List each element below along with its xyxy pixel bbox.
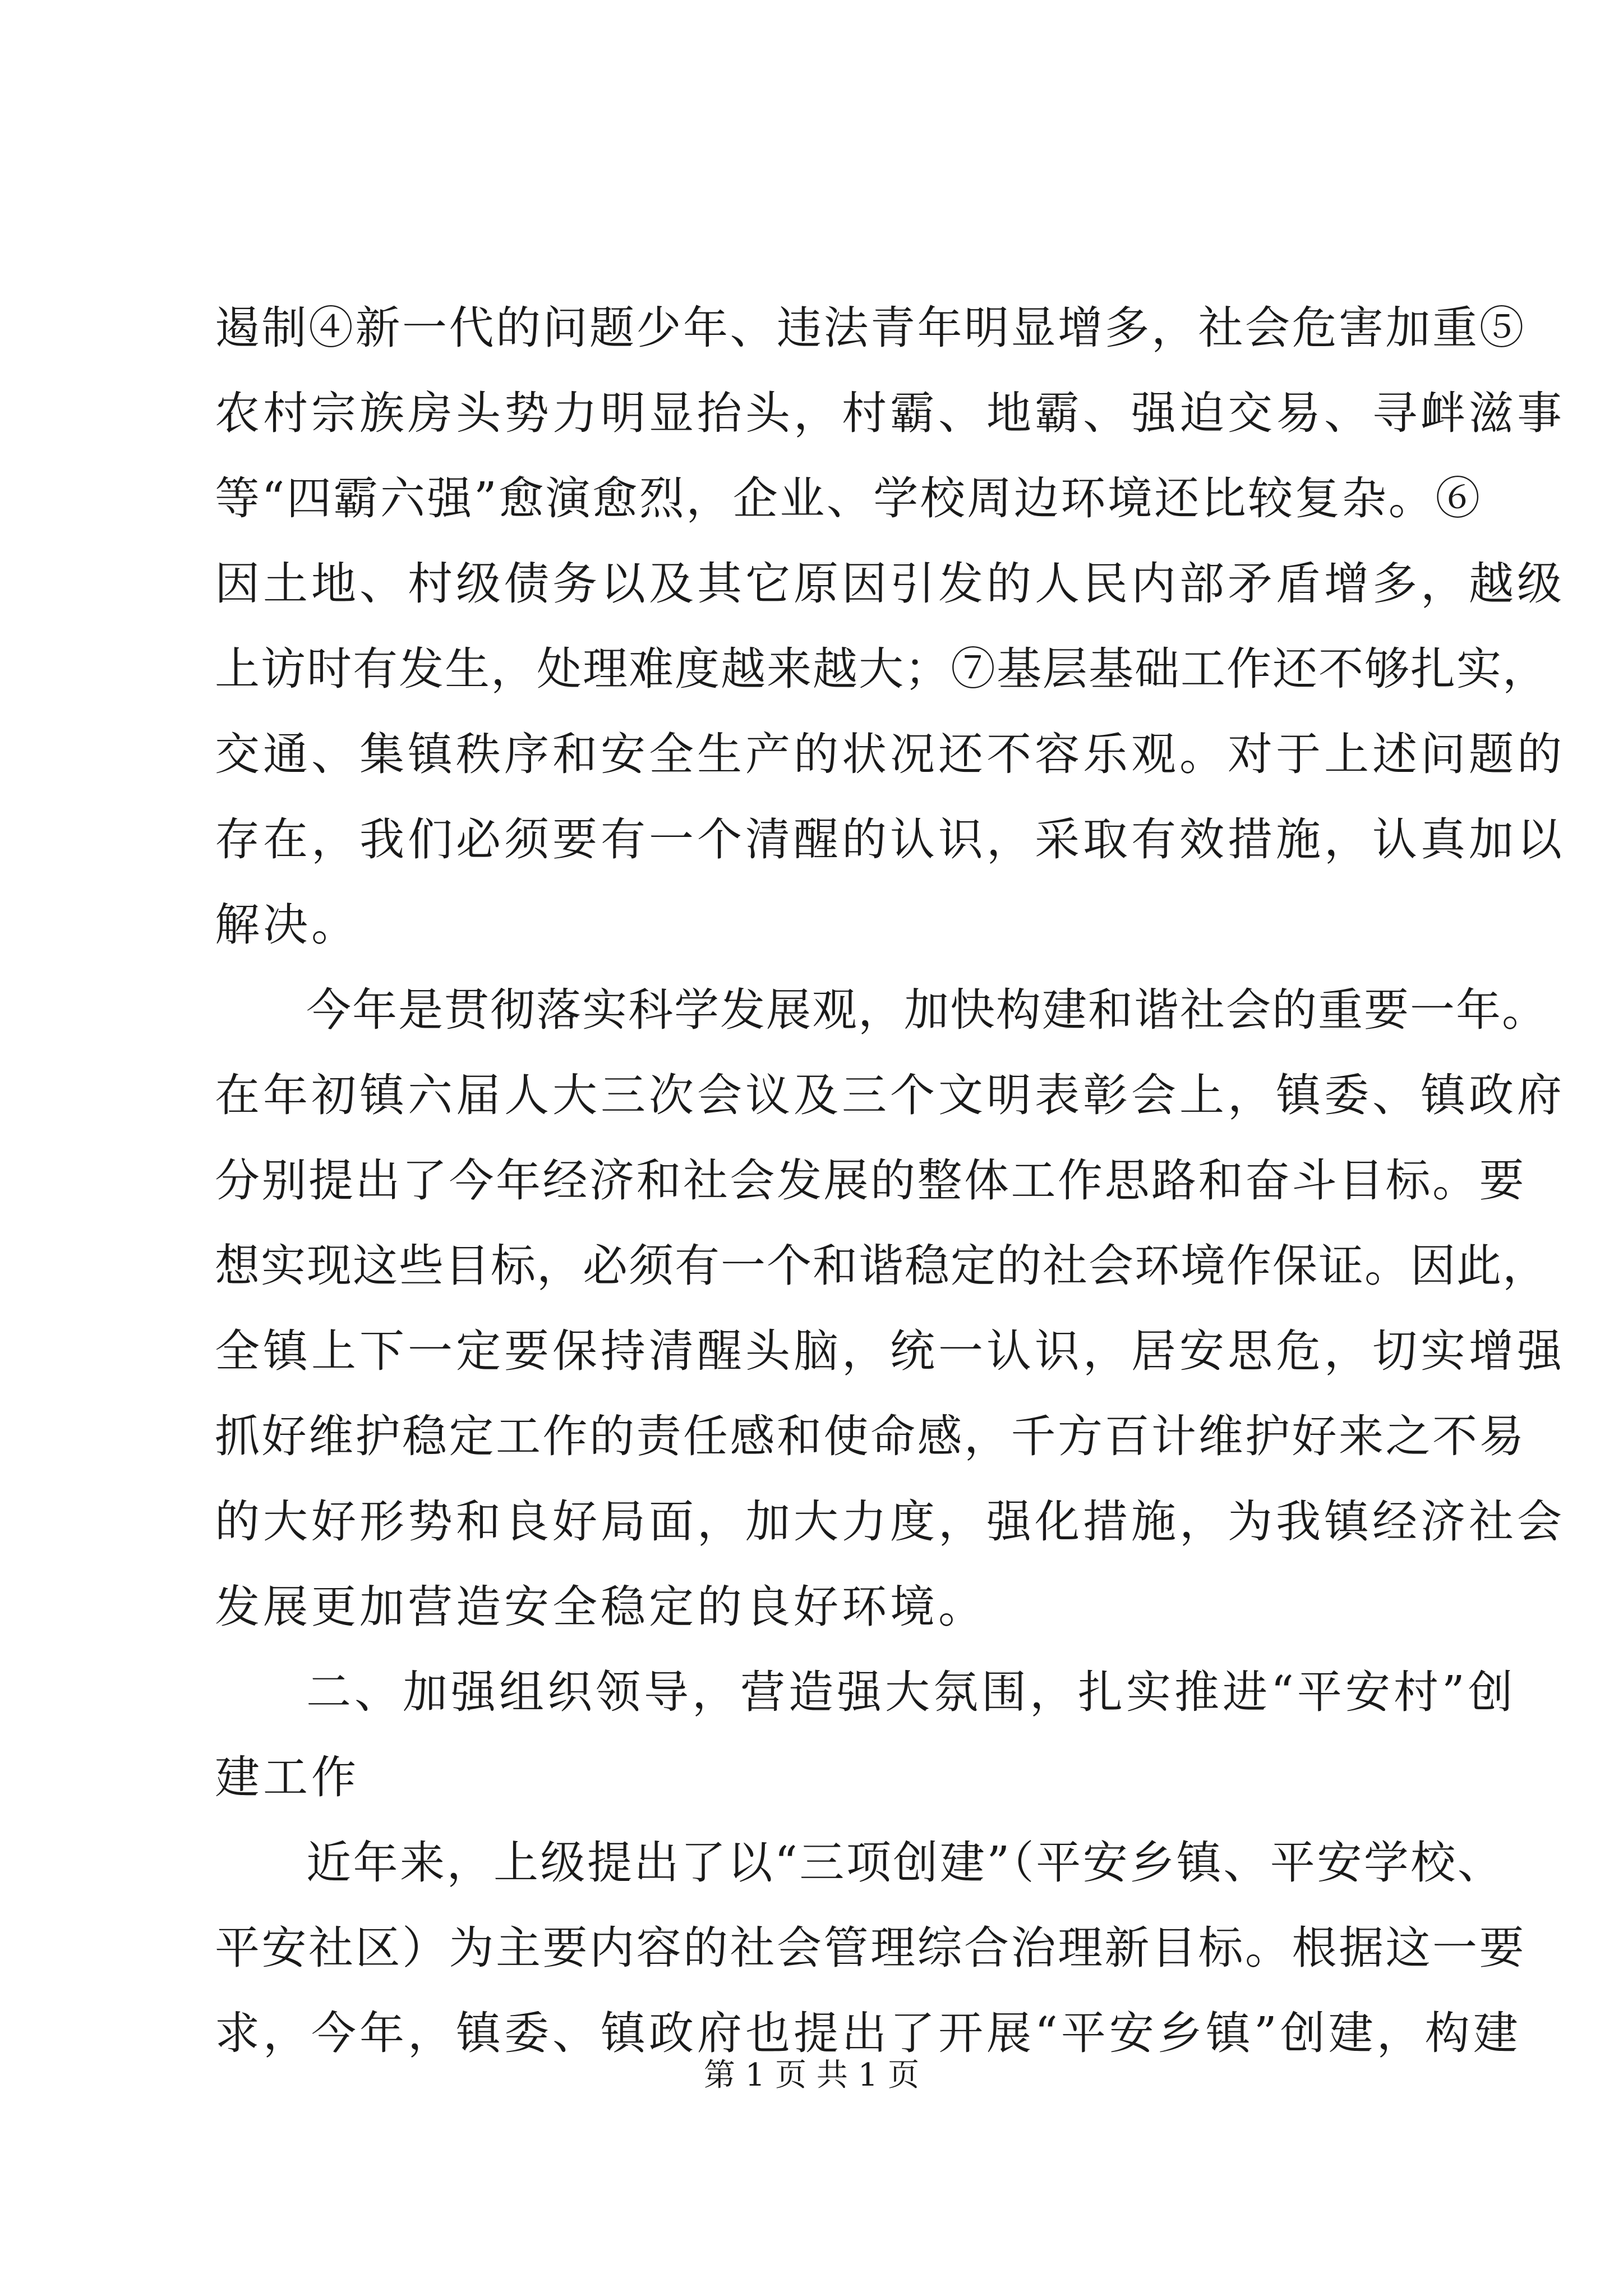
body-text-line: 的大好形势和良好局面，加大力度，强化措施，为我镇经济社会 (215, 1496, 1565, 1548)
page-footer: 第 1 页 共 1 页 (703, 2057, 920, 2093)
body-text-line: 抓好维护稳定工作的责任感和使命感，千方百计维护好来之不易 (215, 1410, 1526, 1462)
body-text-line: 交通、集镇秩序和安全生产的状况还不容乐观。对于上述问题的 (215, 728, 1565, 780)
body-text-line: 因土地、村级债务以及其它原因引发的人民内部矛盾增多，越级 (215, 558, 1565, 610)
body-text-line: 存在，我们必须要有一个清醒的认识，采取有效措施，认真加以 (215, 813, 1565, 866)
body-text-line: 遏制④新一代的问题少年、违法青年明显增多，社会危害加重⑤ (215, 302, 1526, 354)
body-text-line: 解决。 (215, 899, 359, 951)
body-text-line: 求，今年，镇委、镇政府也提出了开展“平安乡镇”创建，构建 (215, 2007, 1521, 2059)
body-text-line: 上访时有发生，处理难度越来越大；⑦基层基础工作还不够扎实， (215, 643, 1548, 695)
body-text-line: 等“四霸六强”愈演愈烈，企业、学校周边环境还比较复杂。⑥ (215, 472, 1482, 524)
body-text-line: 今年是贯彻落实科学发展观，加快构建和谐社会的重要一年。 (306, 984, 1548, 1036)
body-text-line: 在年初镇六届人大三次会议及三个文明表彰会上，镇委、镇政府 (215, 1069, 1565, 1121)
body-text-line: 近年来，上级提出了以“三项创建”（平安乡镇、平安学校、 (306, 1837, 1505, 1889)
body-text-line: 发展更加营造安全稳定的良好环境。 (215, 1581, 986, 1633)
body-text-line: 全镇上下一定要保持清醒头脑，统一认识，居安思危，切实增强 (215, 1325, 1565, 1377)
body-text-line: 分别提出了今年经济和社会发展的整体工作思路和奋斗目标。要 (215, 1154, 1526, 1207)
section-heading-line: 二、加强组织领导，营造强大氛围，扎实推进“平安村”创 (306, 1666, 1516, 1718)
body-text-line: 想实现这些目标，必须有一个和谐稳定的社会环境作保证。因此， (215, 1240, 1548, 1292)
body-text-line: 农村宗族房头势力明显抬头，村霸、地霸、强迫交易、寻衅滋事 (215, 387, 1565, 439)
body-text-line: 平安社区）为主要内容的社会管理综合治理新目标。根据这一要 (215, 1922, 1526, 1974)
section-heading-line: 建工作 (215, 1751, 359, 1803)
